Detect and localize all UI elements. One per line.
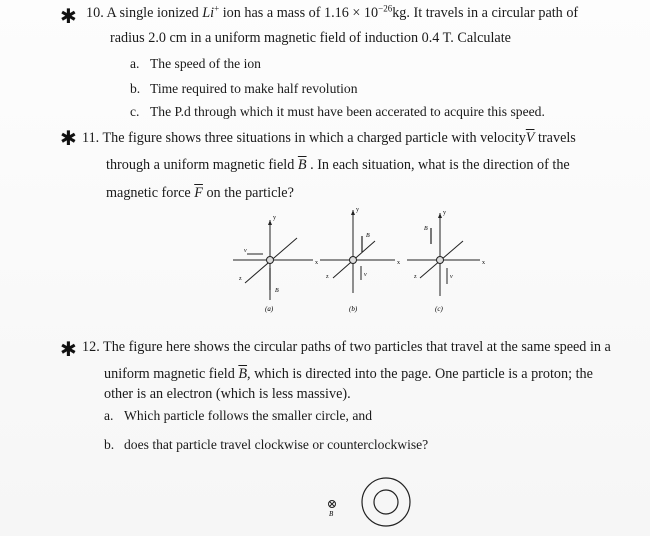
figure-label-c: (c) (435, 305, 443, 313)
svg-text:z: z (414, 274, 417, 280)
svg-text:B: B (275, 288, 279, 294)
svg-text:z: z (326, 274, 329, 280)
svg-text:y: y (443, 210, 446, 216)
svg-text:v: v (244, 248, 247, 254)
svg-text:y: y (273, 215, 276, 221)
q11-line2: through a uniform magnetic field B . In each situation, what is the direction of the (106, 157, 570, 173)
q12-line3: other is an electron (which is less massive). (104, 386, 351, 402)
q12-number: 12. (82, 339, 100, 355)
svg-text:x: x (397, 260, 400, 266)
q10-part-c: c. The P.d through which it must have been accerated to acquire this speed. (130, 104, 545, 119)
q12-line2: uniform magnetic field B, which is directed into the page. One particle is a proton; the (104, 366, 593, 382)
panel-a-axes (233, 220, 313, 300)
asterisk-star-icon: ✱ (60, 4, 77, 28)
q11-line3: magnetic force F on the particle? (106, 185, 294, 201)
panel-c-axes (407, 213, 480, 296)
svg-text:v: v (450, 274, 453, 280)
q11-line1: 11. The figure shows three situations in which a charged particle with velocityV travels (82, 130, 576, 146)
asterisk-star-icon: ✱ (60, 126, 77, 150)
svg-text:B: B (424, 226, 428, 232)
q12-part-b: b. does that particle travel clockwise or counterclockwise? (104, 437, 429, 452)
svg-text:B: B (329, 510, 334, 518)
q10-number: 10. (86, 5, 104, 21)
q12-part-a: a. Which particle follows the smaller circle, and (104, 408, 372, 423)
svg-text:v: v (364, 272, 367, 278)
figure-label-b: (b) (349, 305, 358, 313)
q10-line2: radius 2.0 cm in a uniform magnetic field of induction 0.4 T. Calculate (110, 30, 511, 46)
panel-b-axes (320, 210, 395, 293)
svg-text:x: x (315, 260, 318, 266)
q10-line1: 10. A single ionized Li+ ion has a mass of $1.16 \times 10^{-26}kg$. It travels in a circular path of (86, 3, 579, 21)
svg-text:B: B (366, 233, 370, 239)
q11-figure (225, 208, 495, 323)
q12-line1: 12. The figure here shows the circular paths of two particles that travel at the same speed in a (82, 339, 611, 355)
q10-part-b: b. Time required to make half revolution (130, 81, 358, 96)
asterisk-star-icon: ✱ (60, 337, 77, 361)
q12-figure (320, 468, 420, 534)
q11-number: 11. (82, 130, 100, 146)
svg-text:z: z (239, 276, 242, 282)
figure-label-a: (a) (265, 305, 274, 313)
svg-text:y: y (356, 208, 359, 213)
svg-text:x: x (482, 260, 485, 266)
q10-part-a: a. The speed of the ion (130, 56, 261, 71)
